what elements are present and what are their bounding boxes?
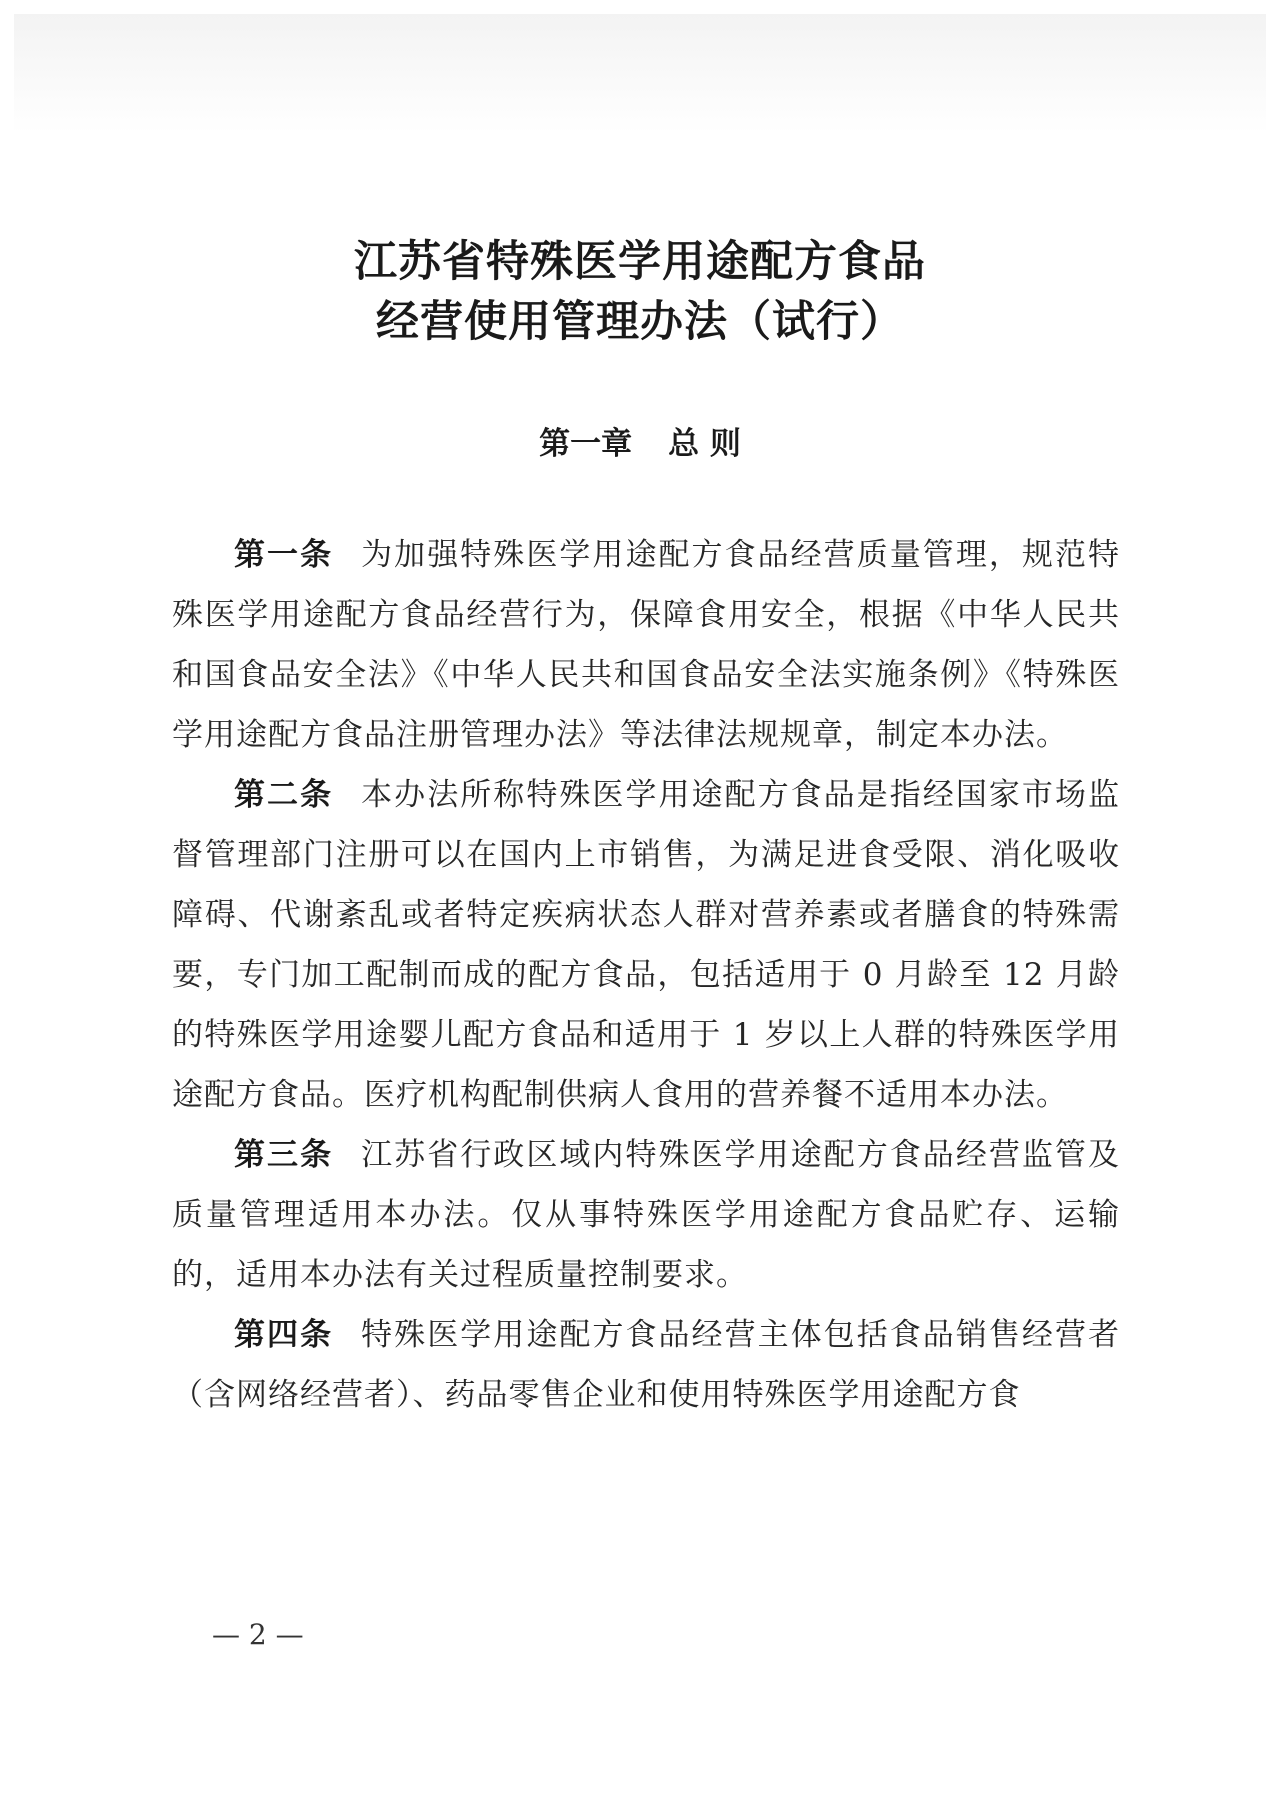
article-2: [172, 765, 1120, 1125]
article-2-text: 本办法所称特殊医学用途配方食品是指经国家市场监督管理部门注册可以在国内上市销售，为满足进食受限、消化吸收障碍、代谢紊乱或者特定疾病状态人群对营养素或者膳食的特殊需要，专门加工配制而成的配方食品，包括适用于 0 月龄至 12 月龄的特殊医学用途婴儿配方食品和适用于 1 岁以上人群的特殊医学用途配方食品。医疗机构配制供病人食用的营养餐不适用本办法。: [172, 777, 1121, 1113]
article-4-text: 特殊医学用途配方食品经营主体包括食品销售经营者（含网络经营者）、药品零售企业和使用特殊医学用途配方食: [172, 1317, 1121, 1413]
chapter-heading: [0, 418, 1280, 463]
scan-shadow: [14, 14, 1266, 134]
article-3-text: 江苏省行政区域内特殊医学用途配方食品经营监管及质量管理适用本办法。仅从事特殊医学用途配方食品贮存、运输的，适用本办法有关过程质量控制要求。: [172, 1137, 1121, 1293]
document-title-line-1: 江苏省特殊医学用途配方食品: [354, 237, 926, 287]
chapter-name: 总 则: [668, 426, 741, 462]
article-1-text: 为加强特殊医学用途配方食品经营质量管理，规范特殊医学用途配方食品经营行为，保障食用安全，根据《中华人民共和国食品安全法》《中华人民共和国食品安全法实施条例》《特殊医学用途配方食品注册管理办法》等法律法规规章，制定本办法。: [172, 537, 1121, 753]
article-list: [172, 525, 1120, 1425]
article-1-label: 第一条: [234, 537, 334, 573]
document-title-line-2: 经营使用管理办法（试行）: [376, 297, 904, 347]
article-3: [172, 1125, 1120, 1305]
article-2-label: 第二条: [234, 777, 334, 813]
article-3-label: 第三条: [234, 1137, 334, 1173]
article-1: [172, 525, 1120, 765]
article-4-label: 第四条: [234, 1317, 334, 1353]
article-4: [172, 1305, 1120, 1425]
page-number: — 2 —: [212, 1618, 304, 1651]
chapter-number: 第一章: [539, 426, 633, 462]
